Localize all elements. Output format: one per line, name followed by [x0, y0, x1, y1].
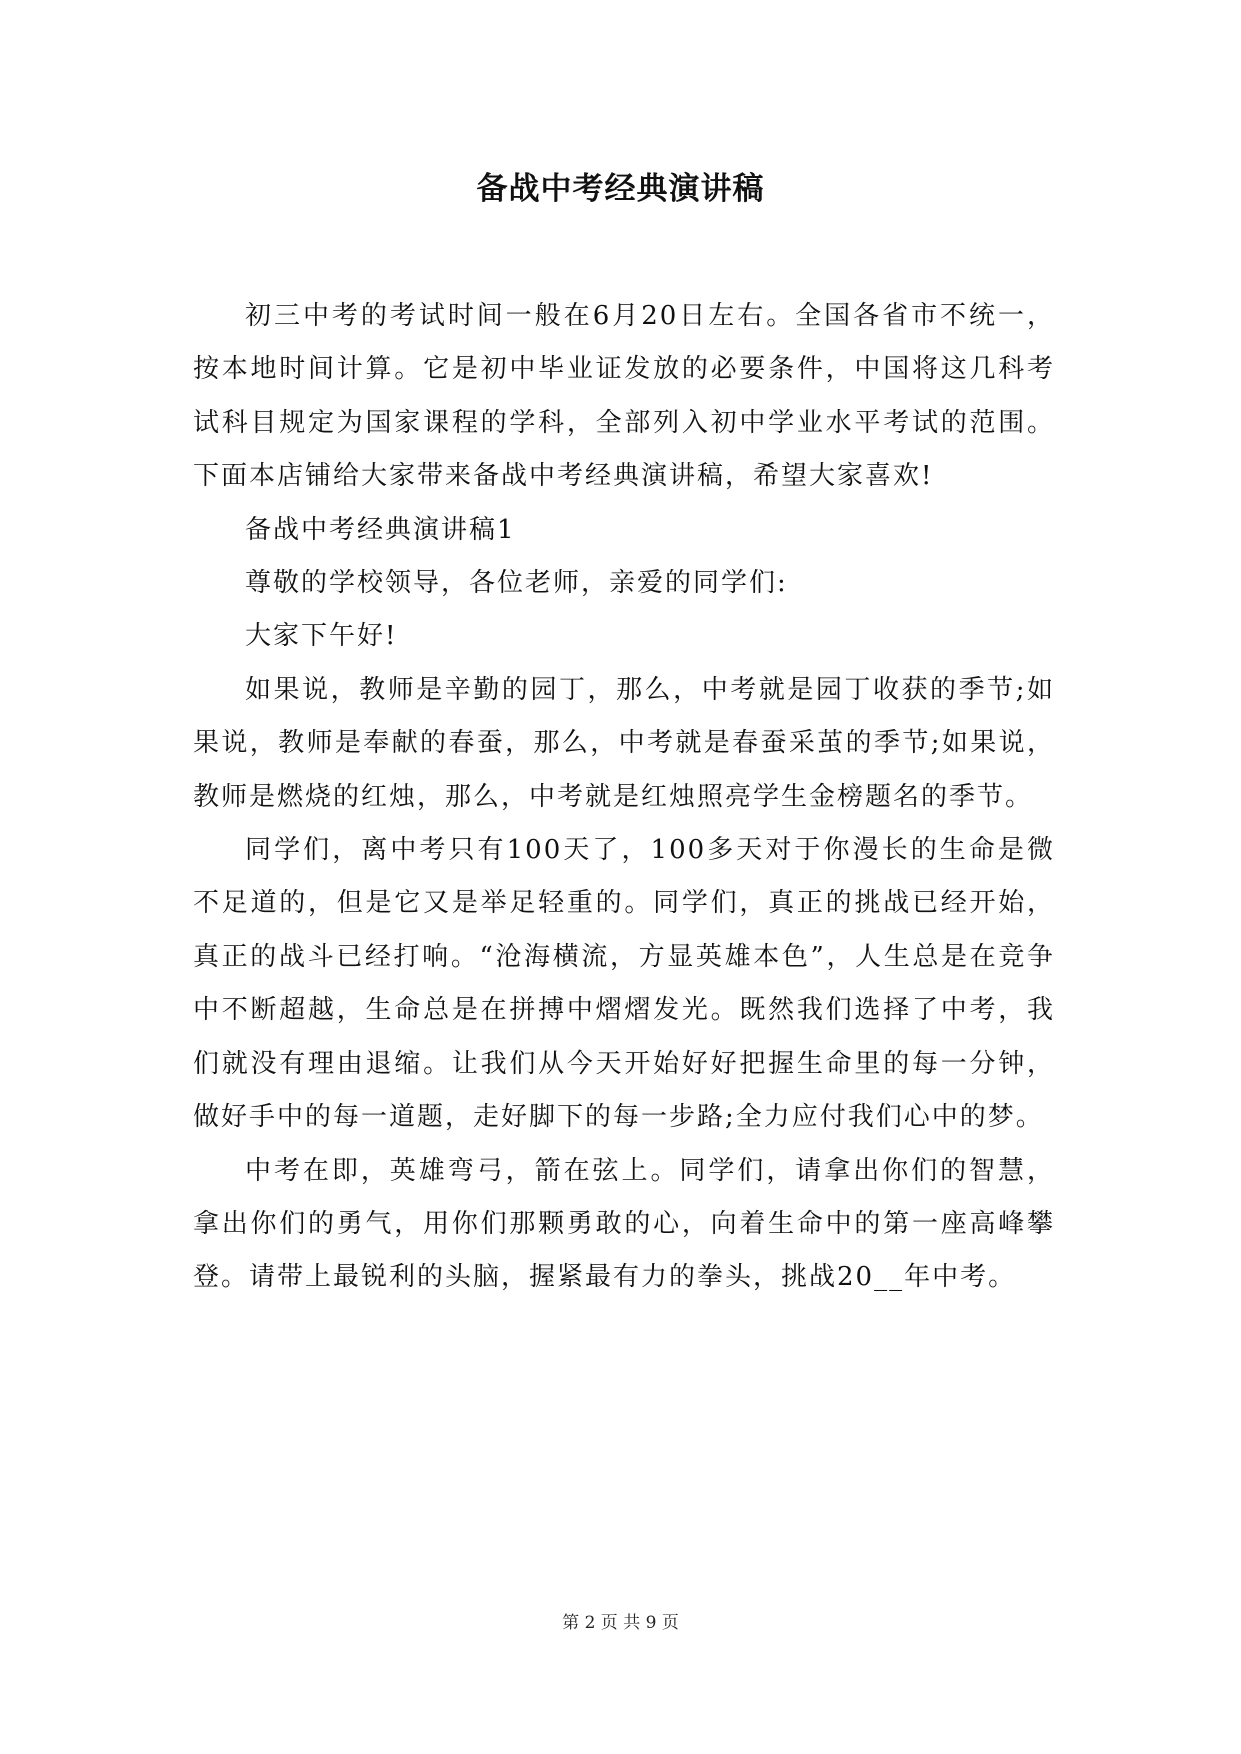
intro-paragraph: 初三中考的考试时间一般在6月20日左右。全国各省市不统一，按本地时间计算。它是初中毕业证发放的必要条件，中国将这几科考试科目规定为国家课程的学科，全部列入初中学业水平考试的范围。下面本店铺给大家带来备战中考经典演讲稿，希望大家喜欢!	[193, 301, 1055, 492]
document-title: 备战中考经典演讲稿	[476, 171, 765, 207]
body-paragraph: 同学们，离中考只有100天了，100多天对于你漫长的生命是微不足道的，但是它又是举足轻重的。同学们，真正的挑战已经开始，真正的战斗已经打响。“沧海横流，方显英雄本色”，人生总是在竞争中不断超越，生命总是在拼搏中熠熠发光。既然我们选择了中考，我们就没有理由退缩。让我们从今天开始好好把握生命里的每一分钟，做好手中的每一道题，走好脚下的每一步路;全力应付我们心中的梦。	[193, 835, 1055, 1133]
salutation: 尊敬的学校领导，各位老师，亲爱的同学们:	[245, 568, 788, 599]
document-body	[193, 290, 1055, 1305]
section-heading: 备战中考经典演讲稿1	[245, 514, 516, 545]
body-paragraph: 如果说，教师是辛勤的园丁，那么，中考就是园丁收获的季节;如果说，教师是奉献的春蚕，那么，中考就是春蚕采茧的季节;如果说，教师是燃烧的红烛，那么，中考就是红烛照亮学生金榜题名的季节。	[193, 674, 1055, 812]
page-number-footer: 第 2 页 共 9 页	[562, 1613, 679, 1633]
greeting: 大家下午好!	[245, 621, 398, 652]
body-paragraph: 中考在即，英雄弯弓，箭在弦上。同学们，请拿出你们的智慧，拿出你们的勇气，用你们那颗勇敢的心，向着生命中的第一座高峰攀登。请带上最锐利的头脑，握紧最有力的拳头，挑战20__年中考。	[193, 1155, 1055, 1293]
